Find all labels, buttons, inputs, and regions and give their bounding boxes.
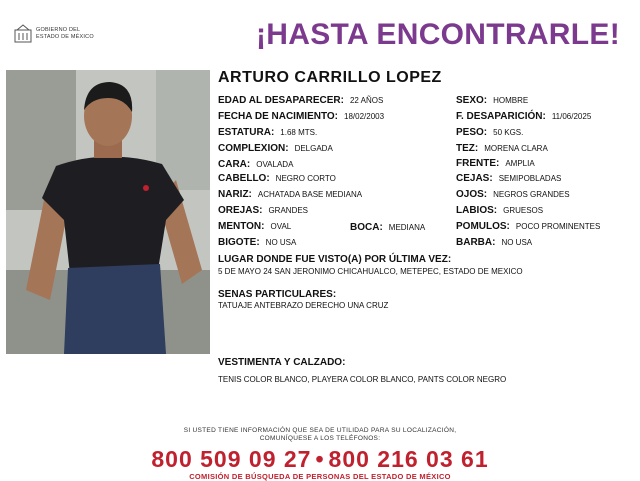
marks-text: TATUAJE ANTEBRAZO DERECHO UNA CRUZ [218,301,389,310]
comision-name: COMISIÓN DE BÚSQUEDA DE PERSONAS DEL ESTADO DE MÉXICO [189,472,451,481]
field-cabello: CABELLO: NEGRO CORTO [218,173,336,184]
field-fecha-nacimiento: FECHA DE NACIMIENTO: 18/02/2003 [218,111,385,122]
last-seen-text: 5 DE MAYO 24 SAN JERONIMO CHICAHUALCO, METEPEC, ESTADO DE MEXICO [218,267,523,276]
field-tez: TEZ: MORENA CLARA [456,143,548,154]
field-pomulos: POMULOS: POCO PROMINENTES [456,221,601,232]
field-orejas: OREJAS: GRANDES [218,205,309,216]
headline: ¡HASTA ENCONTRARLE! [256,18,621,51]
person-photo-illustration [6,70,210,354]
field-bigote: BIGOTE: NO USA [218,237,297,248]
field-cejas: CEJAS: SEMIPOBLADAS [456,173,562,184]
field-cara: CARA: OVALADA [218,159,294,170]
info-line-2: COMUNÍQUESE A LOS TELÉFONOS: [259,435,381,442]
field-edad: EDAD AL DESAPARECER: 22 AÑOS [218,95,384,106]
field-ojos: OJOS: NEGROS GRANDES [456,189,570,200]
field-peso: PESO: 50 KGS. [456,127,524,138]
logo-line-2: ESTADO DE MÉXICO [36,34,94,40]
field-estatura: ESTATURA: 1.68 MTS. [218,127,318,138]
field-sexo: SEXO: HOMBRE [456,95,529,106]
marks-title: SENAS PARTICULARES: [218,289,337,300]
info-line-1: SI USTED TIENE INFORMACIÓN QUE SEA DE UTILIDAD PARA SU LOCALIZACIÓN, [183,427,457,434]
coat-of-arms-icon [14,24,32,44]
government-logo [14,24,124,44]
field-barba: BARBA: NO USA [456,237,533,248]
field-complexion: COMPLEXION: DELGADA [218,143,333,154]
phone-numbers [0,446,640,473]
field-nariz: NARIZ: ACHATADA BASE MEDIANA [218,189,363,200]
field-fecha-desaparicion: F. DESAPARICIÓN: 11/06/2025 [456,111,592,122]
logo-line-1: GOBIERNO DEL [36,27,81,33]
clothing-title: VESTIMENTA Y CALZADO: [218,357,346,368]
phone-1[interactable]: 800 509 09 27 [151,446,312,472]
last-seen-title: LUGAR DONDE FUE VISTO(A) POR ÚLTIMA VEZ: [218,254,452,265]
field-menton: MENTON: OVAL [218,221,292,232]
bullet-separator: • [315,446,325,472]
phone-2[interactable]: 800 216 03 61 [328,446,489,472]
field-labios: LABIOS: GRUESOS [456,205,544,216]
clothing-text: TENIS COLOR BLANCO, PLAYERA COLOR BLANCO, PANTS COLOR NEGRO [218,375,507,384]
field-frente: FRENTE: AMPLIA [456,158,535,169]
person-photo [6,70,210,354]
field-boca: BOCA: MEDIANA [350,222,426,233]
person-name: ARTURO CARRILLO LOPEZ [218,69,442,86]
